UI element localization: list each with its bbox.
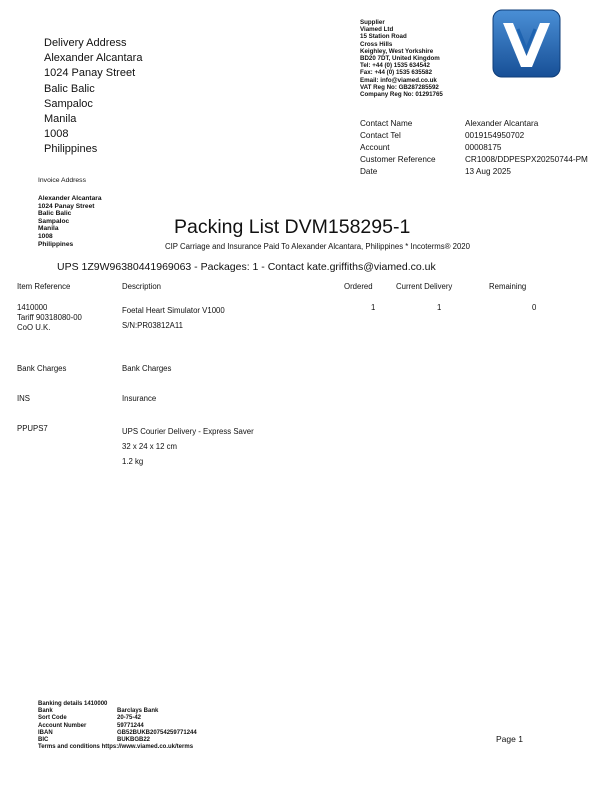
delivery-address [44, 36, 142, 158]
banking-row [38, 737, 197, 744]
item-coo: CoO U.K. [17, 323, 51, 332]
meta-value: CR1008/DDPESPX20250744-PM [465, 155, 588, 164]
invoice-line: Balic Balic [38, 210, 72, 218]
page-number: Page 1 [496, 734, 523, 744]
banking-row [38, 715, 197, 722]
invoice-line: 1024 Panay Street [38, 202, 95, 210]
delivery-line: Manila [44, 112, 77, 125]
meta-value: 13 Aug 2025 [465, 167, 511, 176]
supplier-line: Fax: +44 (0) 1535 635582 [360, 69, 433, 77]
courier-weight: 1.2 kg [122, 457, 144, 466]
supplier-line: Tel: +44 (0) 1535 634542 [360, 62, 430, 70]
bank-charges-desc: Bank Charges [122, 364, 172, 373]
item-desc: Foetal Heart Simulator V1000 [122, 306, 225, 315]
meta-row [360, 118, 588, 130]
item-desc-block [122, 303, 225, 333]
document-title: Packing List DVM158295-1 [174, 216, 411, 238]
supplier-line: Supplier [360, 19, 385, 26]
item-tariff: Tariff 90318080-00 [17, 313, 82, 322]
banking-heading: Banking details 1410000 [38, 701, 108, 707]
delivery-line: Philippines [44, 143, 98, 156]
meta-value: 0019154950702 [465, 131, 525, 140]
invoice-address-heading: Invoice Address [38, 177, 86, 184]
col-header-ref: Item Reference [17, 282, 71, 291]
banking-value: Barclays Bank [117, 708, 159, 715]
item-delivery: 1 [437, 303, 442, 312]
supplier-line: Keighley, West Yorkshire [360, 47, 434, 55]
incoterms-line: CIP Carriage and Insurance Paid To Alexander Alcantara, Philippines * Incoterms® 2020 [165, 242, 470, 251]
banking-value: GB52BUKB20754259771244 [117, 729, 197, 736]
supplier-block [360, 19, 443, 98]
shipment-line: UPS 1Z9W96380441969063 - Packages: 1 - Contact kate.griffiths@viamed.co.uk [57, 261, 436, 273]
meta-value: 00008175 [465, 143, 502, 152]
terms-link[interactable]: Terms and conditions https://www.viamed.co.uk/terms [38, 744, 194, 751]
item-remaining: 0 [532, 303, 537, 312]
banking-label: Account Number [38, 722, 87, 729]
col-header-desc: Description [122, 282, 161, 291]
insurance-ref: INS [17, 394, 30, 403]
delivery-line: Balic Balic [44, 82, 95, 95]
order-meta [360, 118, 588, 178]
item-serial: S/N:PR03812A11 [122, 321, 183, 330]
meta-row [360, 166, 588, 178]
banking-value: 59771244 [117, 722, 144, 729]
supplier-line: Company Reg No: 01291765 [360, 91, 443, 99]
banking-label: BIC [38, 736, 49, 743]
delivery-heading: Delivery Address [44, 37, 127, 49]
invoice-address [38, 195, 102, 248]
courier-desc: UPS Courier Delivery - Express Saver [122, 427, 254, 436]
col-header-ordered: Ordered [344, 282, 373, 291]
banking-details [38, 701, 197, 751]
supplier-line: VAT Reg No: GB287285592 [360, 83, 439, 91]
col-header-delivery: Current Delivery [396, 282, 453, 291]
banking-value: BUKBGB22 [117, 736, 151, 743]
banking-label: IBAN [38, 729, 53, 736]
supplier-line: Viamed Ltd [360, 26, 394, 34]
banking-label: Bank [38, 708, 53, 715]
col-header-remaining: Remaining [489, 282, 527, 291]
invoice-line: Philippines [38, 240, 74, 248]
supplier-line: BD20 7DT, United Kingdom [360, 55, 440, 63]
meta-row [360, 130, 588, 142]
meta-value: Alexander Alcantara [465, 119, 539, 128]
delivery-line: Sampaloc [44, 97, 93, 110]
meta-row [360, 142, 588, 154]
meta-label: Customer Reference [360, 155, 436, 164]
courier-ref: PPUPS7 [17, 424, 48, 433]
meta-row [360, 154, 588, 166]
invoice-line: 1008 [38, 232, 53, 240]
invoice-line: Sampaloc [38, 217, 70, 225]
invoice-line: Alexander Alcantara [38, 195, 102, 202]
supplier-line: 15 Station Road [360, 33, 407, 41]
item-ref: 1410000 [17, 303, 48, 312]
banking-row [38, 708, 197, 715]
banking-label: Sort Code [38, 715, 67, 722]
delivery-line: 1024 Panay Street [44, 67, 136, 80]
supplier-line: Cross Hills [360, 40, 393, 48]
courier-desc-block [122, 424, 254, 469]
insurance-desc: Insurance [122, 394, 157, 403]
banking-row [38, 730, 197, 737]
meta-label: Contact Tel [360, 131, 401, 140]
courier-dims: 32 x 24 x 12 cm [122, 442, 178, 451]
supplier-email[interactable]: Email: info@viamed.co.uk [360, 76, 437, 84]
invoice-line: Manila [38, 225, 59, 233]
banking-row [38, 723, 197, 730]
item-ref-block [17, 303, 82, 333]
delivery-line: 1008 [44, 128, 69, 141]
banking-value: 20-75-42 [117, 715, 142, 722]
bank-charges-ref: Bank Charges [17, 364, 67, 373]
meta-label: Date [360, 167, 378, 176]
meta-label: Account [360, 143, 390, 152]
delivery-line: Alexander Alcantara [44, 52, 143, 65]
item-ordered: 1 [371, 303, 376, 312]
viamed-logo [492, 9, 561, 78]
meta-label: Contact Name [360, 119, 413, 128]
